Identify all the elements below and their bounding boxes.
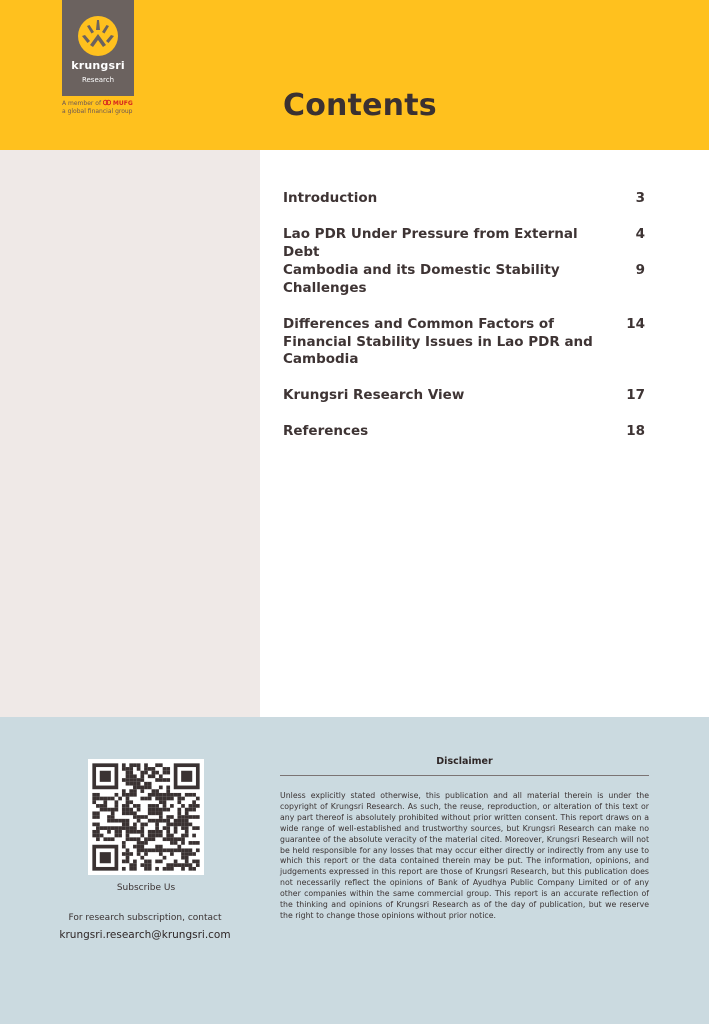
contact-text: For research subscription, contact [68,913,222,923]
toc-item[interactable] [283,387,645,405]
disclaimer-title: Disclaimer [436,756,493,767]
brand-name: krungsri [71,59,125,72]
toc-item-title: Introduction [283,190,378,206]
toc-item[interactable] [283,190,645,208]
disclaimer-divider [280,775,649,776]
page-title: Contents [283,88,437,123]
toc-item[interactable] [283,316,645,369]
member-prefix: A member of [62,100,102,107]
krungsri-emblem-icon [76,14,120,58]
toc-item-page: 18 [626,423,645,439]
qr-code-icon [88,759,204,875]
subscribe-label: Subscribe Us [116,883,176,893]
mufg-mark-icon [103,99,111,106]
toc-item[interactable] [283,226,645,261]
member-suffix: a global financial group [62,108,133,115]
member-note [62,99,133,116]
toc-item-page: 17 [626,387,645,403]
member-brand: MUFG [112,100,133,107]
toc-item-page: 14 [626,316,645,332]
toc-item[interactable] [283,262,645,297]
toc-item[interactable] [283,423,645,441]
toc-item-page: 9 [635,262,645,278]
contact-email-link[interactable]: krungsri.research@krungsri.com [59,929,231,941]
brand-subtitle: Research [81,76,115,84]
toc-item-page: 3 [635,190,645,206]
toc-item-title: Lao PDR Under Pressure from External Debt [283,226,578,260]
subscribe-qr-code[interactable] [88,759,204,875]
toc-item-title: Cambodia and its Domestic Stability Challenges [283,262,560,296]
left-panel [0,150,260,717]
toc-item-title: Krungsri Research View [283,387,465,403]
toc-item-title: References [283,423,369,439]
krungsri-logo[interactable] [62,0,134,96]
toc-item-page: 4 [635,226,645,242]
disclaimer-text: Unless explicitly stated otherwise, this publication and all material therein is under the copyright of Krungsri Research. As such, the reuse, reproduction, or alteration of this text or any part thereof is absolutely prohibited without prior written consent. This report draws on a wide range of well-established and trustworthy sources, but Krungsri Research can make no guarantee of the absolute veracity of the material cited. Moreover, Krungsri Research will not be held responsible for any losses that may occur either directly or indirectly from any use to which this report or the data contained therein may be put. The information, opinions, and judgements expressed in this report are those of Krungsri Research, but this publication does not necessarily reflect the opinions of Bank of Ayudhya Public Company Limited or of any other companies within the same commercial group. This report is an accurate reflection of the thinking and opinions of Krungsri Research as of the day of publication, but we reserve the right to change those opinions without prior notice. [280,791,649,920]
toc-item-title: Differences and Common Factors of Financial Stability Issues in Lao PDR and Cambodia [283,316,593,367]
